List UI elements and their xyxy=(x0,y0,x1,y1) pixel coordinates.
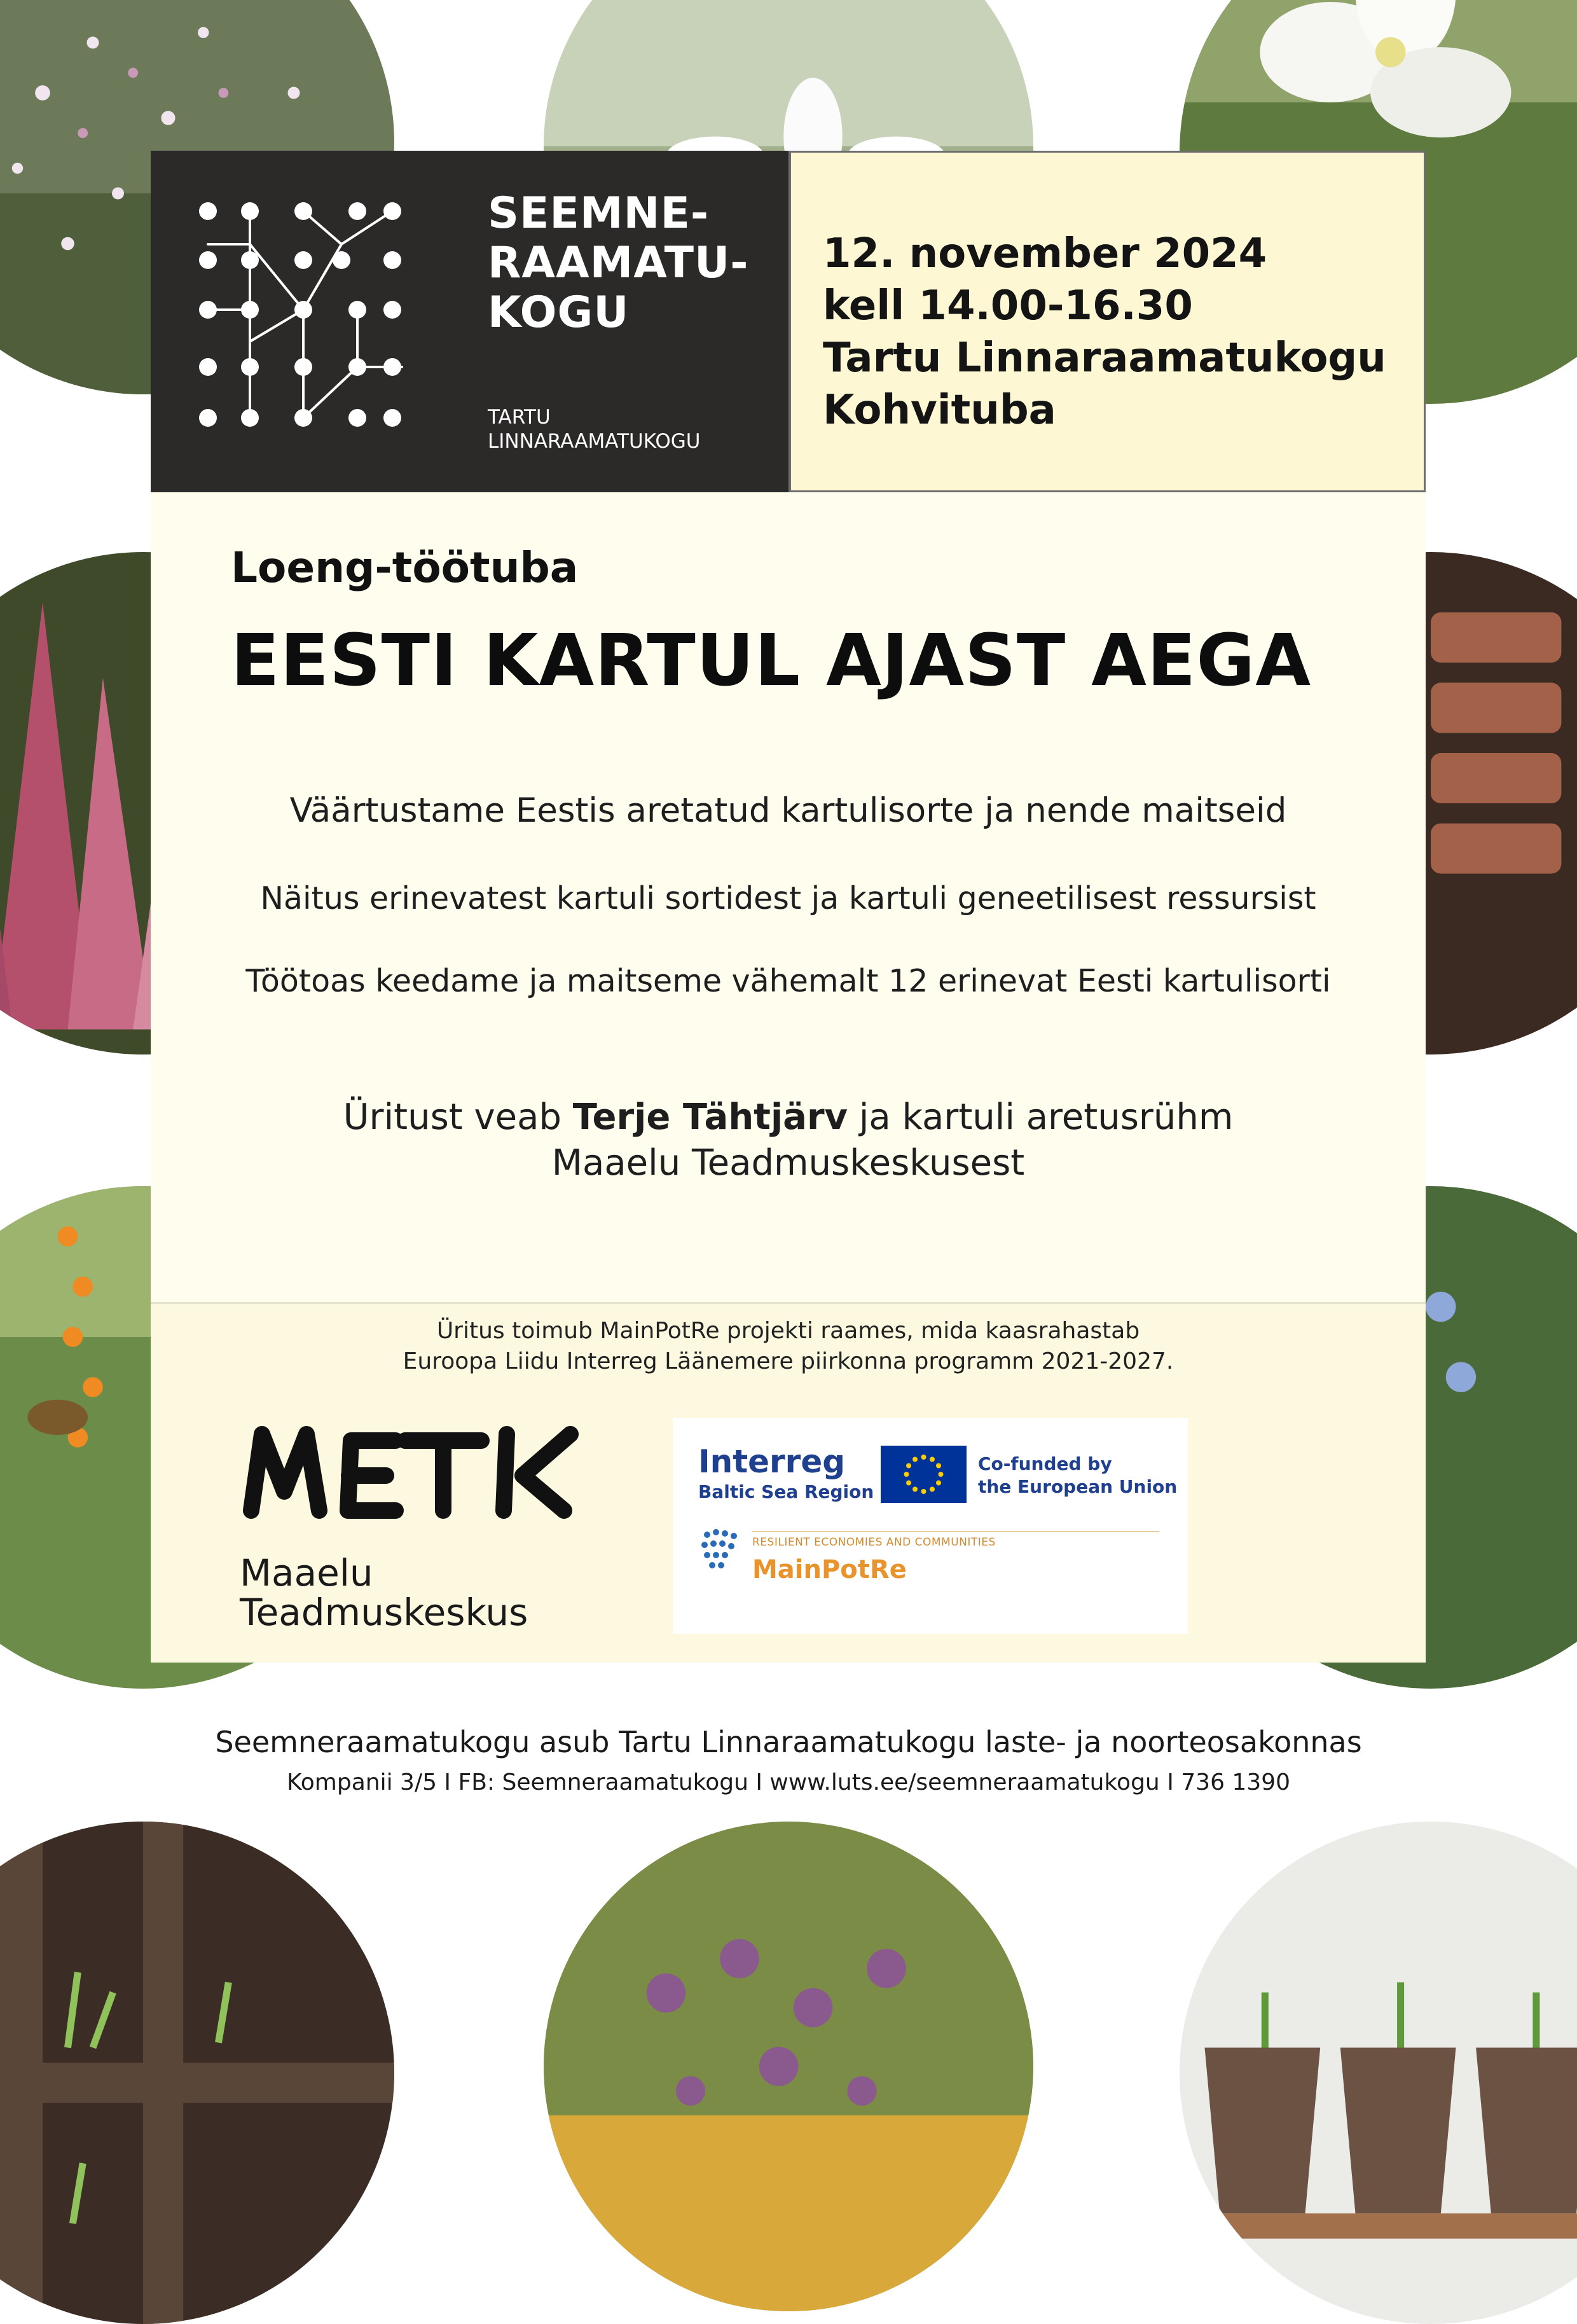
brand-title-line-3: KOGU xyxy=(488,287,630,338)
host-line-2: Maaelu Teadmuskeskusest xyxy=(551,1142,1025,1184)
interreg-region: Baltic Sea Region xyxy=(698,1481,874,1502)
brand-title-line-2: RAAMATU- xyxy=(488,238,749,288)
brand-header xyxy=(151,151,788,492)
contact-line: Kompanii 3/5 I FB: Seemneraamatukogu I www.luts.ee/seemneraamatukogu I 736 1390 xyxy=(286,1769,1291,1795)
funding-line-1: Üritus toimub MainPotRe projekti raames, mida kaasrahastab xyxy=(436,1318,1140,1344)
cofunded-line-2: the European Union xyxy=(978,1476,1178,1497)
location-line: Seemneraamatukogu asub Tartu Linnaraamatukogu laste- ja noorteosakonnas xyxy=(215,1725,1362,1759)
event-title: EESTI KARTUL AJAST AEGA xyxy=(231,619,1312,702)
eu-flag-icon xyxy=(881,1446,967,1503)
main-content xyxy=(151,492,1426,1319)
cofunded-line-1: Co-funded by xyxy=(978,1453,1112,1474)
mainpotre-tagline: RESILIENT ECONOMIES AND COMMUNITIES xyxy=(752,1536,996,1549)
mainpotre-name: MainPotRe xyxy=(752,1555,907,1584)
brand-title-line-1: SEEMNE- xyxy=(488,188,710,239)
metk-name-line-2: Teadmuskeskus xyxy=(240,1591,528,1634)
brand-sub-line-1: TARTU xyxy=(488,406,551,429)
mainpotre-dots-icon xyxy=(699,1527,747,1575)
interreg-logo-box xyxy=(673,1418,1188,1634)
event-time: kell 14.00-16.30 xyxy=(823,282,1193,329)
description-line-3: Töötoas keedame ja maitseme vähemalt 12 erinevat Eesti kartulisorti xyxy=(245,963,1331,999)
metk-logo-icon xyxy=(240,1415,583,1523)
event-room: Kohvituba xyxy=(823,387,1056,434)
photo-peat-pots xyxy=(1180,1822,1577,2324)
event-date: 12. november 2024 xyxy=(823,230,1267,277)
photo-verbena xyxy=(544,1822,1033,2311)
host-name: Terje Tähtjärv xyxy=(572,1096,848,1138)
event-venue: Tartu Linnaraamatukogu xyxy=(823,335,1386,382)
event-info-header xyxy=(788,151,1426,492)
metk-name-line-1: Maaelu xyxy=(240,1551,373,1594)
brand-sub-line-2: LINNARAAMATUKOGU xyxy=(488,430,701,453)
description-line-1: Väärtustame Eestis aretatud kartulisorte ja nende maitseid xyxy=(289,791,1287,830)
host-prefix: Üritust veab xyxy=(343,1096,573,1138)
interreg-brand: Interreg xyxy=(698,1443,846,1480)
photo-seedlings-soil xyxy=(0,1822,394,2324)
host-line-1 xyxy=(151,1096,1426,1138)
funding-line-2: Euroopa Liidu Interreg Läänemere piirkonna programm 2021-2027. xyxy=(403,1348,1174,1374)
host-suffix: ja kartuli aretusrühm xyxy=(848,1096,1234,1138)
seed-tree-logo-icon xyxy=(189,183,462,456)
description-line-2: Näitus erinevatest kartuli sortidest ja kartuli geneetilisest ressursist xyxy=(260,880,1316,916)
event-kicker: Loeng-töötuba xyxy=(231,543,579,592)
logo-divider xyxy=(752,1531,1159,1532)
